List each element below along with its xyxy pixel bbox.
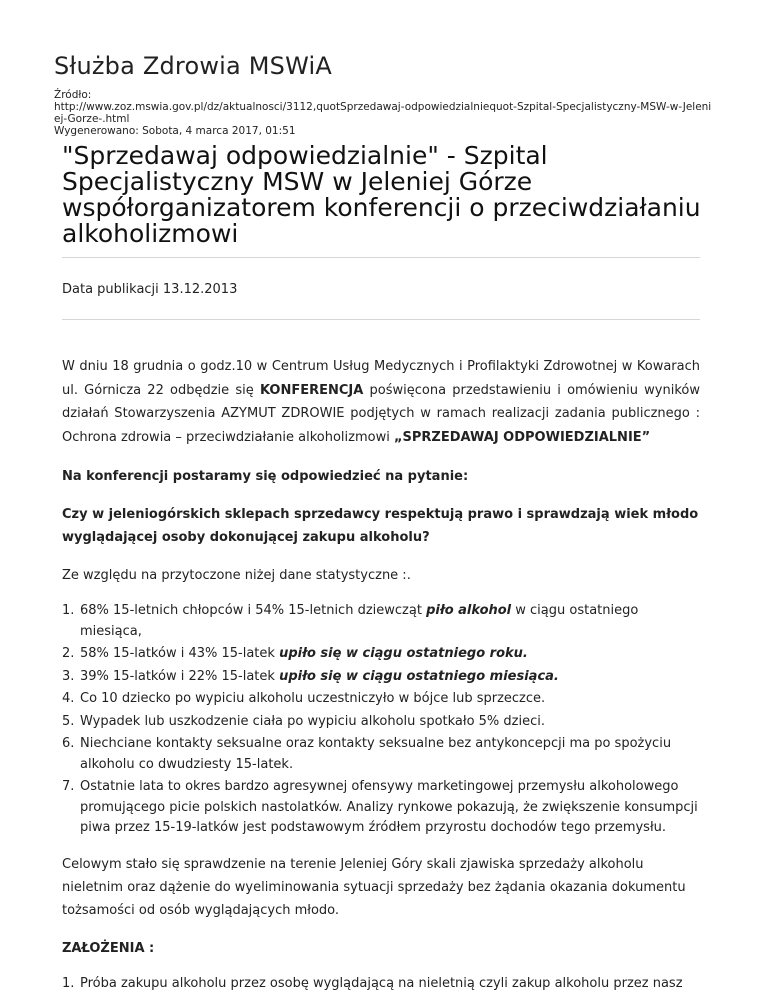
source-label: Źródło: (54, 89, 92, 101)
assumptions-list (62, 974, 700, 995)
intro-text-1: W dniu 18 grudnia o godz.10 w Centrum Usług Medycznych i Profilaktyki Zdrowotnej w Kowarach ul. Górnicza 22 odbędzie się (62, 359, 700, 398)
list-item: 2. 58% 15-latków i 43% 15-latek upiło się w ciągu ostatniego roku. (62, 646, 528, 661)
purpose-paragraph: Celowym stało się sprawdzenie na terenie Jeleniej Góry skali zjawiska sprzedaży alkoholu nieletnim oraz dążenie do wyeliminowania sytuacji sprzedaży bez żądania okazania dokumentu tożsamości od osób wyglądających młodo. (62, 856, 686, 918)
list-item: 1. Próba zakupu alkoholu przez osobę wyglądającą na nieletnią czyli zakup alkoholu przez nasz (62, 975, 683, 991)
intro-text-2: poświęcona przedstawieniu i omówieniu wyników działań Stowarzyszenia AZYMUT ZDROWIE podjętych w ramach realizacji zadania publicznego : Ochrona zdrowia – przeciwdziałanie alkoholizmowi (62, 382, 700, 445)
intro-bold-konferencja: KONFERENCJA (259, 382, 364, 398)
source-url[interactable]: http://www.zoz.mswia.gov.pl/dz/aktualnosci/3112,quotSprzedawaj-odpowiedzialniequot-Szpital-Specjalistyczny-MSW-w-Jeleniej-Gorze-.html (54, 101, 712, 125)
stats-list (62, 601, 700, 839)
stats-intro: Ze względu na przytoczone niżej dane statystyczne :. (62, 568, 411, 583)
article-body (62, 355, 700, 996)
document-meta (54, 89, 714, 137)
site-title: Służba Zdrowia MSWiA (54, 52, 332, 80)
divider-top (62, 257, 700, 258)
publication-date: Data publikacji 13.12.2013 (62, 282, 238, 297)
list-item: 1. 68% 15-letnich chłopców i 54% 15-letnich dziewcząt piło alkohol w ciągu ostatniego miesiąca, (62, 603, 639, 639)
list-item: 7. Ostatnie lata to okres bardzo agresywnej ofensywy marketingowej przemysłu alkoholowego promującego picie polskich nastolatków. Analizy rynkowe pokazują, że zwiększenie konsumpcji piwa przez 15-19-latków jest podstawowym źródłem przyrostu dochodów tego przemysłu. (62, 779, 698, 835)
list-item: 5. Wypadek lub uszkodzenie ciała po wypiciu alkoholu spotkało 5% dzieci. (62, 713, 545, 729)
intro-paragraph (62, 355, 700, 449)
divider-bottom (62, 319, 700, 320)
generated-timestamp: Wygenerowano: Sobota, 4 marca 2017, 01:51 (54, 125, 296, 137)
list-item: 4. Co 10 dziecko po wypiciu alkoholu uczestniczyło w bójce lub sprzeczce. (62, 691, 546, 706)
list-item: 6. Niechciane kontakty seksualne oraz kontakty seksualne bez antykoncepcji ma po spożyciu alkoholu co dwudziesty 15-latek. (62, 736, 672, 772)
list-item: 3. 39% 15-latków i 22% 15-latek upiło się w ciągu ostatniego miesiąca. (62, 668, 559, 684)
lead-question: Na konferencji postaramy się odpowiedzieć na pytanie: (62, 469, 469, 484)
article-title: "Sprzedawaj odpowiedzialnie" - Szpital Specjalistyczny MSW w Jeleniej Górze współorganizatorem konferencji o przeciwdziałaniu alkoholizmowi (62, 141, 701, 248)
assumptions-heading: ZAŁOŻENIA : (62, 940, 155, 956)
main-question: Czy w jeleniogórskich sklepach sprzedawcy respektują prawo i sprawdzają wiek młodo wyglądającej osoby dokonującej zakupu alkoholu? (62, 507, 699, 545)
intro-bold-campaign: „SPRZEDAWAJ ODPOWIEDZIALNIE” (393, 429, 651, 445)
